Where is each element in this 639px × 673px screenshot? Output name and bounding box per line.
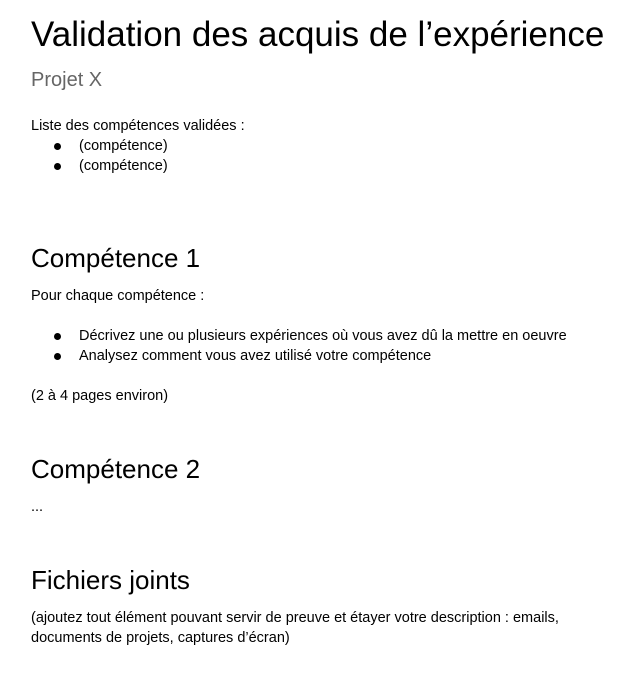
list-item-text: Décrivez une ou plusieurs expériences où vous avez dû la mettre en oeuvre	[79, 328, 567, 344]
section-heading-competence-2: Compétence 2	[31, 454, 201, 484]
list-item	[31, 346, 567, 366]
list-item	[31, 326, 567, 346]
list-item-text: (compétence)	[79, 158, 168, 174]
list-item	[31, 136, 168, 156]
list-item	[31, 156, 168, 176]
bullet-icon	[54, 143, 61, 150]
section3-body: (ajoutez tout élément pouvant servir de preuve et étayer votre description : emails, documents de projets, captures d’écran)	[31, 610, 559, 646]
document-subtitle: Projet X	[31, 69, 103, 91]
bullet-icon	[54, 353, 61, 360]
section1-list	[31, 326, 567, 366]
bullet-icon	[54, 163, 61, 170]
section2-body: ...	[31, 499, 44, 515]
skills-list-label: Liste des compétences validées :	[31, 118, 245, 134]
section-heading-attachments: Fichiers joints	[31, 565, 190, 595]
list-item-text: (compétence)	[79, 138, 168, 154]
list-item-text: Analysez comment vous avez utilisé votre compétence	[79, 348, 432, 364]
section1-note: (2 à 4 pages environ)	[31, 388, 169, 404]
skills-list	[31, 136, 168, 176]
document-title: Validation des acquis de l’expérience	[31, 15, 605, 54]
section-heading-competence-1: Compétence 1	[31, 243, 201, 273]
bullet-icon	[54, 333, 61, 340]
section1-lead: Pour chaque compétence :	[31, 288, 205, 304]
